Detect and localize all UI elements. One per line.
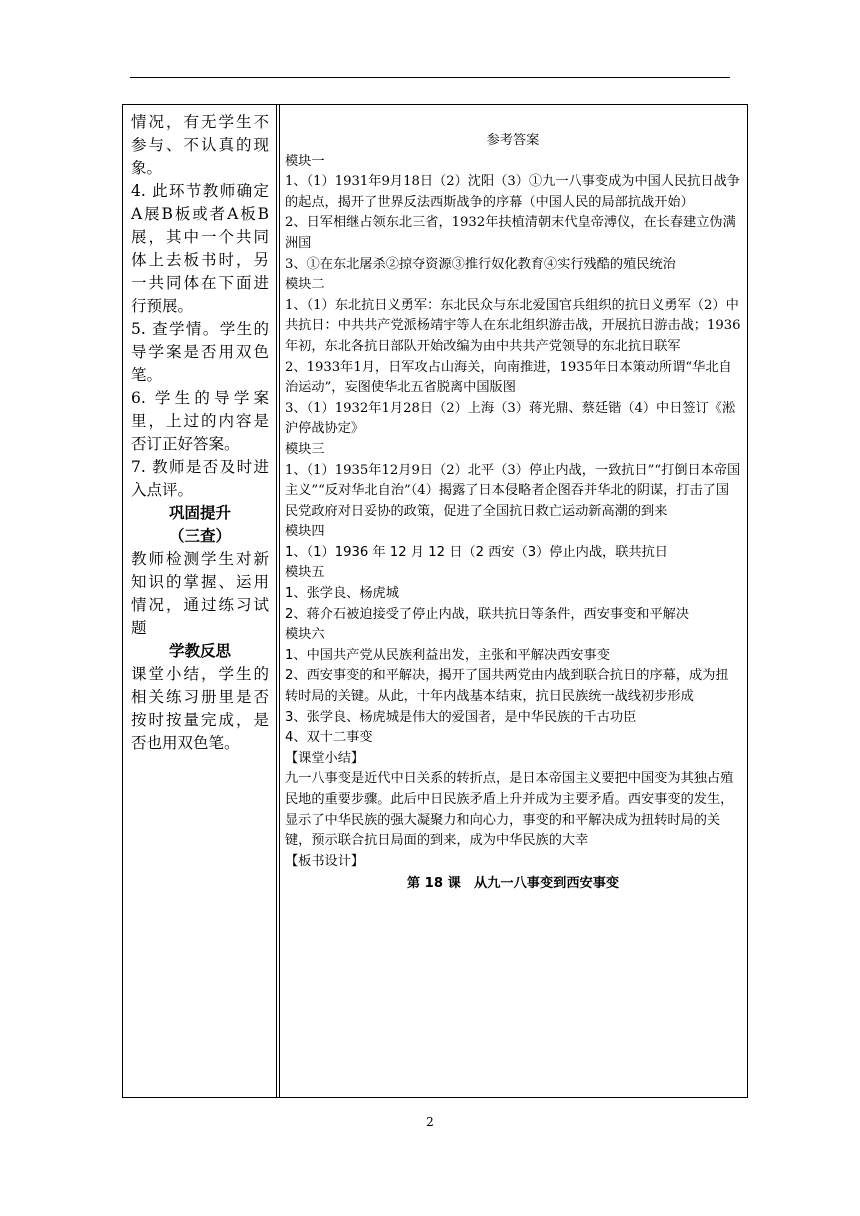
answer-line: 2、蒋介石被迫接受了停止内战，联共抗日等条件，西安事变和平解决 [285,606,690,622]
lesson-table [122,104,748,1098]
answer-line: 3、张学良、杨虎城是伟大的爱国者，是中华民族的千古功臣 [285,709,637,725]
left-para-1: 情况，有无学生不参与、不认真的现象。 [131,113,269,177]
answer-line: 2、1933年1月，日军攻占山海关，向南推进，1935年日本策动所谓“华北自治运动”，妄图使华北五省脱离中国版图 [285,359,732,396]
answer-line: 2、西安事变的和平解决，揭开了国共两党由内战到联合抗日的序幕，成为扭转时局的关键。从此，十年内战基本结束，抗日民族统一战线初步形成 [285,668,729,705]
answer-line: 1、（1）1931年9月18日（2）沈阳（3）①九一八事变成为中国人民抗日战争的起点，揭开了世界反法西斯战争的序幕（中国人民的局部抗战开始） [285,174,740,210]
answer-line: 模块二 [285,277,325,293]
header-rule [130,77,730,78]
board-design-heading: 【板书设计】 [285,853,365,869]
answer-line: 1、（1）1935年12月9日（2）北平（3）停止内战，一致抗日”“打倒日本帝国主义”“反对华北自治”（4）揭露了日本侵略者企图吞并华北的阴谋，打击了国民党政府对日妥协的政策，促进了全国抗日救亡运动新高潮的到来 [285,462,741,519]
answer-line: 2、日军相继占领东北三省，1932年扶植清朝末代皇帝溥仪，在长春建立伪满洲国 [285,215,736,251]
page-number: 2 [426,1115,434,1129]
answer-line: 模块一 [285,153,325,169]
answer-line: 1、张学良、杨虎城 [285,586,399,602]
left-para-3: 5. 查学情。学生的导学案是否用双色笔。 [131,320,269,384]
left-para-8: 教师检测学生对新知识的掌握、运用情况，通过练习试题 [131,550,269,637]
consolidation-heading: 巩固提升 [168,504,231,522]
answer-line: 1、（1）1936 年 12 月 12 日（2 西安（3）停止内战，联共抗日 [285,544,668,560]
reflection-heading: 学教反思 [168,642,231,660]
left-para-5: 7. 教师是否及时进入点评。 [131,458,269,499]
answer-line: 模块四 [285,524,325,540]
left-para-10: 课堂小结，学生的相关练习册里是否按时按量完成，是否也用双色笔。 [131,665,269,752]
class-summary-text: 九一八事变是近代中日关系的转折点，是日本帝国主义要把中国变为其独占殖民地的重要步骤。此后中日民族矛盾上升并成为主要矛盾。西安事变的发生，显示了中华民族的强大凝聚力和向心力，事变的和平解决成为扭转时局的关键，预示联合抗日局面的到来，成为中华民族的大幸 [285,771,734,849]
teaching-notes-column [131,111,269,755]
answers-heading: 参考答案 [486,133,540,148]
three-checks-heading: （三查） [168,527,231,545]
left-para-2: 4. 此环节教师确定A展B板或者A板B展，其中一个共同体上去板书时，另一共同体在下面进行预展。 [131,182,269,315]
answer-line: 1、（1）东北抗日义勇军：东北民众与东北爱国官兵组织的抗日义勇军（2）中共抗日：中共共产党派杨靖宇等人在东北组织游击战，开展抗日游击战；1936年初，东北各抗日部队开始改编为由中共共产党领导的东北抗日联军 [285,297,741,354]
answers-column [285,131,741,895]
answer-line: 模块六 [285,627,325,643]
answer-line: 模块五 [285,565,325,581]
lesson-title: 第 18 课 从九一八事变到西安事变 [406,876,620,892]
class-summary-heading: 【课堂小结】 [285,750,365,766]
answer-line: 模块三 [285,441,325,457]
answer-line: 3、①在东北屠杀②掠夺资源③推行奴化教育④实行残酷的殖民统治 [285,256,676,272]
answer-line: 3、（1）1932年1月28日（2）上海（3）蒋光鼎、蔡廷锴（4）中日签订《淞沪停战协定》 [285,400,736,437]
answer-line: 4、双十二事变 [285,730,373,746]
answer-line: 1、中国共产党从民族利益出发，主张和平解决西安事变 [285,647,610,663]
left-para-4: 6. 学生的导学案里，上过的内容是否订正好答案。 [131,389,269,453]
column-divider [276,105,280,1097]
